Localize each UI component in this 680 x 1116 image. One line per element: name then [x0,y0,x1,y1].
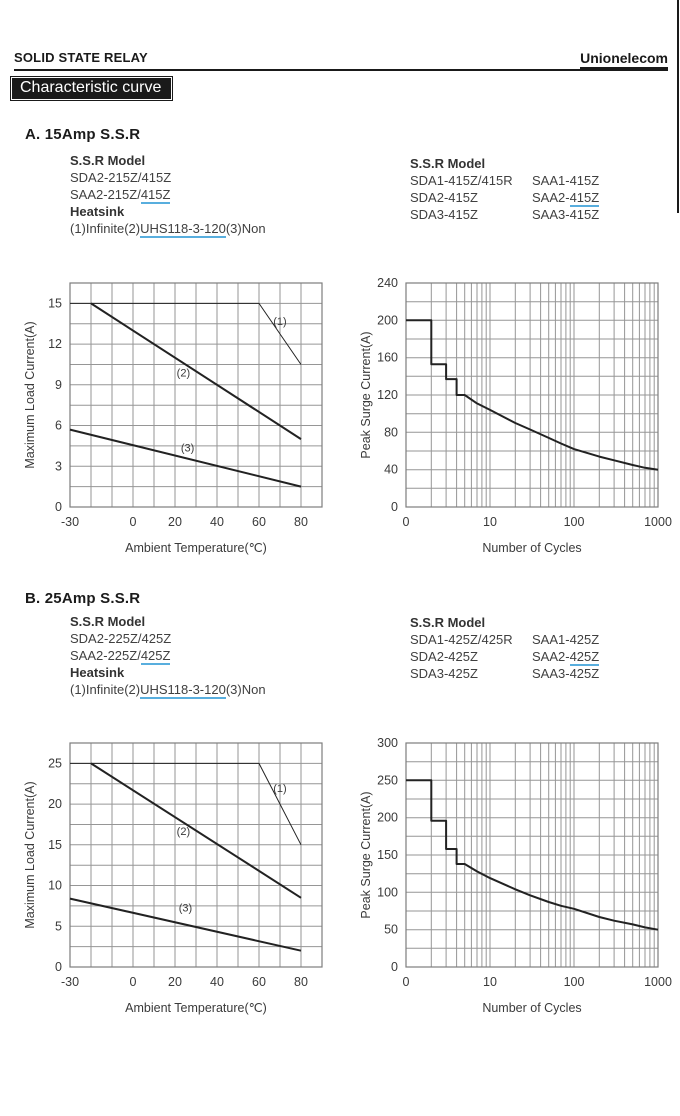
svg-text:120: 120 [377,388,398,402]
svg-text:Peak Surge Current(A): Peak Surge Current(A) [359,331,373,459]
section-b-left-models [70,613,266,698]
page-title: SOLID STATE RELAY [14,50,148,65]
svg-text:9: 9 [55,377,62,392]
svg-text:200: 200 [377,313,398,328]
svg-text:(3): (3) [180,442,195,455]
svg-text:-30: -30 [60,975,80,989]
svg-text:250: 250 [377,773,398,788]
svg-text:10: 10 [483,975,497,989]
page-header [14,50,668,71]
section-a-heading: A. 15Amp S.S.R [25,126,141,143]
svg-text:80: 80 [384,425,398,440]
svg-text:20: 20 [168,515,182,529]
chart-25a-surge-vs-cycles [352,733,672,1023]
svg-text:(1): (1) [273,782,287,795]
chart-15a-surge-vs-cycles [352,273,672,563]
model-cell: SDA3-415Z [410,207,478,222]
model-link[interactable]: 425Z [569,649,600,664]
svg-text:100: 100 [563,975,585,989]
svg-text:0: 0 [391,960,398,974]
heatsink-link[interactable]: UHS118-3-120 [140,682,226,697]
svg-text:Maximum Load Current(A): Maximum Load Current(A) [23,781,37,929]
svg-text:0: 0 [55,500,62,514]
svg-text:80: 80 [294,975,308,989]
svg-text:Number of Cycles: Number of Cycles [482,1001,582,1015]
svg-text:-30: -30 [60,515,80,529]
svg-text:15: 15 [48,837,62,852]
model-line: SAA2-225Z/425Z [70,648,171,663]
svg-text:50: 50 [384,922,398,937]
heatsink-line: (1)Infinite(2)UHS118-3-120(3)Non [70,682,266,697]
svg-text:40: 40 [384,462,398,477]
svg-text:(3): (3) [178,902,193,915]
svg-text:1000: 1000 [644,975,672,989]
svg-text:5: 5 [55,919,62,934]
section-a-left-models [70,152,266,237]
model-link[interactable]: 415Z [569,190,600,205]
heatsink-line: (1)Infinite(2)UHS118-3-120(3)Non [70,221,266,236]
svg-text:150: 150 [377,848,398,862]
model-cell: SDA2-425Z [410,649,478,664]
svg-text:20: 20 [168,975,182,989]
svg-text:3: 3 [55,459,62,474]
model-cell: SDA3-425Z [410,666,478,681]
svg-text:60: 60 [252,515,266,529]
model-cell: SAA1-415Z [532,173,600,188]
svg-text:100: 100 [377,885,398,900]
svg-text:200: 200 [377,810,398,825]
svg-text:0: 0 [391,500,398,514]
model-list-title: S.S.R Model [410,156,486,171]
svg-text:Ambient Temperature(℃): Ambient Temperature(℃) [125,541,267,555]
model-link[interactable]: 425Z [140,648,171,663]
section-b-heading: B. 25Amp S.S.R [25,590,141,607]
svg-text:Peak Surge Current(A): Peak Surge Current(A) [359,791,373,919]
svg-text:0: 0 [129,975,137,989]
svg-text:20: 20 [48,797,62,812]
model-line: SAA2-215Z/415Z [70,187,171,202]
svg-text:6: 6 [55,418,62,433]
svg-text:(1): (1) [273,316,287,329]
model-cell: SAA3-425Z [532,666,600,681]
svg-text:80: 80 [294,515,308,529]
model-cell: SAA3-415Z [532,207,600,222]
svg-text:10: 10 [483,515,497,529]
model-line: SDA2-215Z/415Z [70,170,172,185]
model-cell: SAA2-415Z [532,190,600,205]
svg-text:240: 240 [377,276,398,290]
model-list-title: S.S.R Model [70,153,146,168]
svg-text:0: 0 [402,515,410,529]
page-edge-line [677,0,679,213]
svg-text:Ambient Temperature(℃): Ambient Temperature(℃) [125,1001,267,1015]
model-cell: SAA1-425Z [532,632,600,647]
svg-text:0: 0 [129,515,137,529]
model-cell: SAA2-425Z [532,649,600,664]
svg-text:300: 300 [377,736,398,750]
svg-text:100: 100 [563,515,585,529]
svg-text:0: 0 [55,960,62,974]
model-cell: SDA2-415Z [410,190,478,205]
svg-text:(2): (2) [176,826,191,838]
svg-text:10: 10 [48,878,62,893]
chart-15a-load-vs-temperature [16,273,336,563]
svg-text:12: 12 [48,337,62,352]
svg-text:0: 0 [402,975,410,989]
model-cell: SDA1-415Z/415R [410,173,513,188]
model-list-title: S.S.R Model [70,614,146,629]
svg-text:Maximum Load Current(A): Maximum Load Current(A) [23,321,37,469]
svg-text:1000: 1000 [644,515,672,529]
heatsink-title: Heatsink [70,665,125,680]
model-link[interactable]: 415Z [140,187,171,202]
model-line: SDA2-225Z/425Z [70,631,172,646]
svg-text:25: 25 [48,756,62,771]
heatsink-link[interactable]: UHS118-3-120 [140,221,226,236]
svg-text:160: 160 [377,350,398,365]
chart-25a-load-vs-temperature [16,733,336,1023]
svg-text:(2): (2) [176,367,191,380]
model-cell: SDA1-425Z/425R [410,632,513,647]
section-banner: Characteristic curve [10,76,173,101]
svg-text:Number of Cycles: Number of Cycles [482,541,582,555]
svg-text:15: 15 [48,296,62,311]
heatsink-title: Heatsink [70,204,125,219]
section-b-right-models [410,614,599,682]
svg-text:40: 40 [210,975,224,989]
svg-text:60: 60 [252,975,266,989]
brand-logo: Unionelecom [580,50,668,70]
section-a-right-models [410,155,599,223]
svg-text:40: 40 [210,515,224,529]
model-list-title: S.S.R Model [410,615,486,630]
